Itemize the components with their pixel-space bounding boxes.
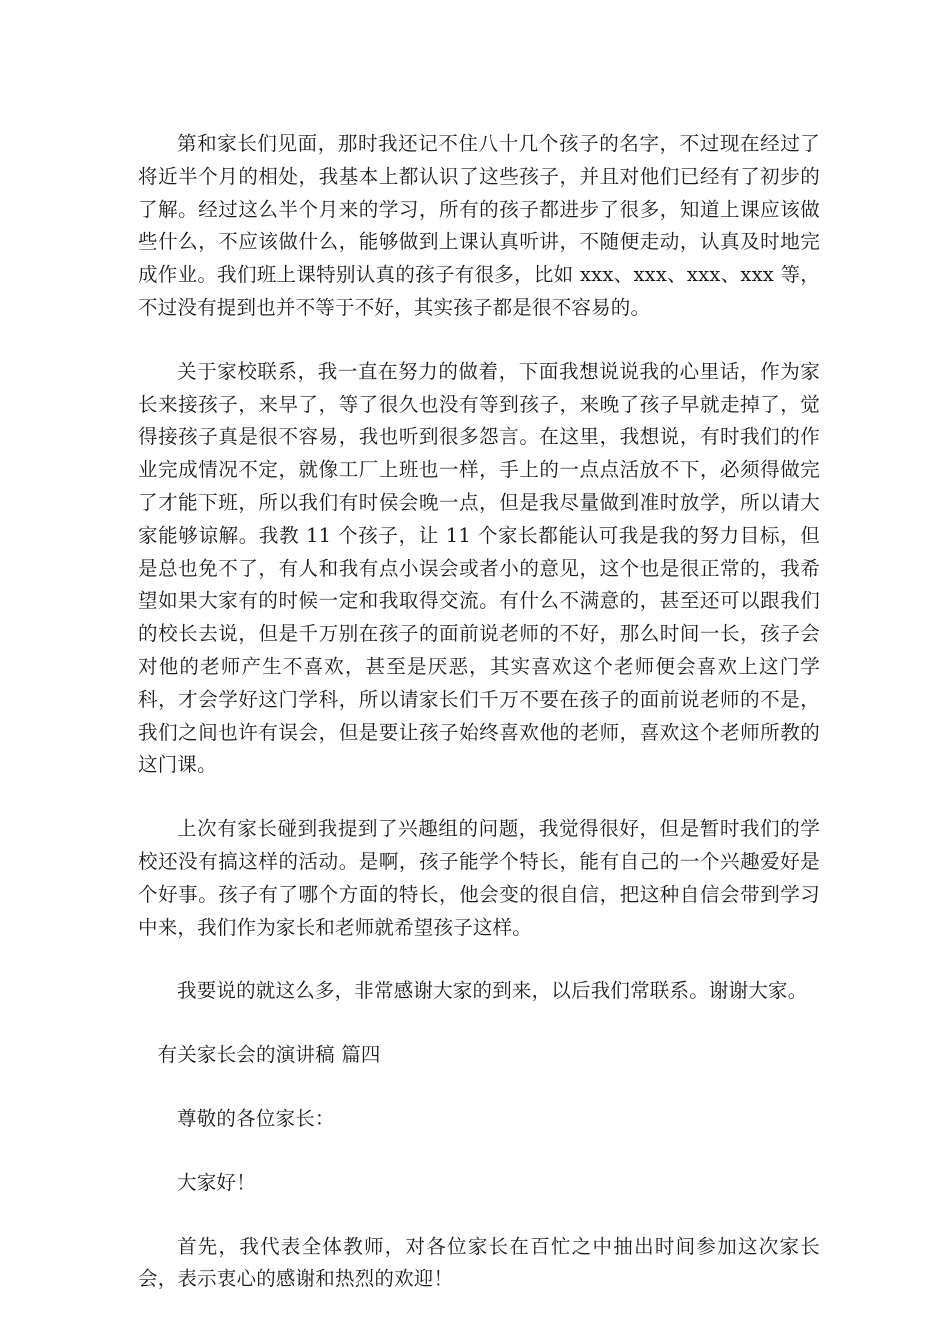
salutation: 尊敬的各位家长： (177, 1106, 335, 1130)
document-page (138, 128, 820, 1296)
paragraph-opening: 首先，我代表全体教师，对各位家长在百忙之中抽出时间参加这次家长会，表示衷心的感谢和热烈的欢迎！ (138, 1234, 820, 1291)
paragraph-closing-thanks: 我要说的就这么多，非常感谢大家的到来，以后我们常联系。谢谢大家。 (177, 979, 808, 1003)
paragraph-interest-groups: 上次有家长碰到我提到了兴趣组的问题，我觉得很好，但是暂时我们的学校还没有搞这样的活动。是啊，孩子能学个特长，能有自己的一个兴趣爱好是个好事。孩子有了哪个方面的特长，他会变的很自信，把这种自信会带到学习中来，我们作为家长和老师就希望孩子这样。 (138, 817, 820, 939)
greeting: 大家好！ (177, 1170, 256, 1194)
paragraph-first-meeting: 第和家长们见面，那时我还记不住八十几个孩子的名字，不过现在经过了将近半个月的相处，我基本上都认识了这些孩子，并且对他们已经有了初步的了解。经过这么半个月来的学习，所有的孩子都进步了很多，知道上课应该做些什么，不应该做什么，能够做到上课认真听讲，不随便走动，认真及时地完成作业。我们班上课特别认真的孩子有很多，比如 xxx、xxx、xxx、xxx 等，不过没有提到也并不等于不好，其实孩子都是很不容易的。 (138, 132, 820, 319)
section-heading: 有关家长会的演讲稿 篇四 (157, 1043, 381, 1067)
paragraph-home-school-contact: 关于家校联系，我一直在努力的做着，下面我想说说我的心里话，作为家长来接孩子，来早了，等了很久也没有等到孩子，来晚了孩子早就走掉了，觉得接孩子真是很不容易，我也听到很多怨言。在这里，我想说，有时我们的作业完成情况不定，就像工厂上班也一样，手上的一点点活放不下，必须得做完了才能下班，所以我们有时侯会晚一点，但是我尽量做到准时放学，所以请大家能够谅解。我教 11 个孩子，让 11 个家长都能认可我是我的努力目标，但是总也免不了，有人和我有点小误会或者小的意见，这个也是很正常的，我希望如果大家有的时候一定和我取得交流。有什么不满意的，甚至还可以跟我们的校长去说，但是千万别在孩子的面前说老师的不好，那么时间一长，孩子会对他的老师产生不喜欢，甚至是厌恶，其实喜欢这个老师便会喜欢上这门学科，才会学好这门学科，所以请家长们千万不要在孩子的面前说老师的不是，我们之间也许有误会，但是要让孩子始终喜欢他的老师，喜欢这个老师所教的这门课。 (138, 359, 820, 777)
